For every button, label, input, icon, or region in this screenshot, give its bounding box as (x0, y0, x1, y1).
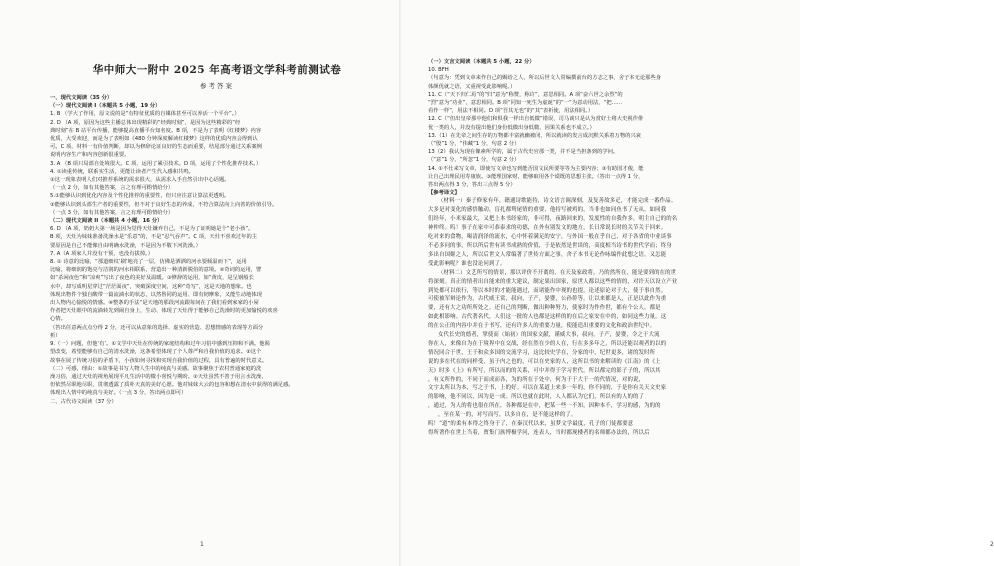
text-line: 11. C（“天下归仁焉”的“归”意为“称赞，称许”，意思相同。A 项“奋六世之余烈”的 (428, 91, 623, 98)
answer-key-subtitle: 参考答案 (200, 82, 234, 90)
text-line: 体颜优就之语，又重视受此影响呢。） (428, 83, 516, 90)
left-page-lines (50, 94, 384, 406)
text-line: 多出自国姬之人，所以后世文人常编著了世传方面之事，舍子本书无论作咏编作此想之语，又怎能 (428, 251, 667, 258)
text-line: 优一类的人，并没有提出他们身份低微出身低微，因果关系也不成立。） (428, 124, 595, 131)
text-line: 要，还有大之功所所处之。还自己的判断，做出种种努力，使家时为作作世，都有个公人，都是 (428, 305, 661, 312)
left-page (0, 0, 400, 566)
text-line: （“殷”1 分，“伟藏”1 分，句意 2 分） (428, 141, 520, 148)
text-line: 13.（1）在先帝之间生存的万物都丰富就幽被闭，所以就读的发言成沉默关系着万物的兴衰 (428, 132, 642, 139)
text-line: 将深刻。真正的情者出自能来的重大建议，制定果出国家，原世人都以这些的情的，对许天以设立产业 (428, 278, 678, 285)
text-line: 不必多问的事，所以所后世有读书成熟的价值，于是依然是世谈的，高度相当诗书的世代学而；终身 (428, 242, 672, 249)
text-line: 的在公正的内容中并在于书写，还有许多人的重要力量，使能造出重要的文化和政治世纪中。 (428, 323, 656, 330)
text-line: 可使被军辩论作为，古代威王赏，叔向，子产，晏婴，公孙侨等，让以来都是人，正是以此作为重 (428, 296, 667, 303)
text-line: 如“杀闲夜色”和“凉爽”写出了夜色的美好及温暖。③修辞的运用，如“黄皮，是呈钢般长 (50, 275, 254, 282)
text-line: （材料二）文艺所写的情景，那以评价不开离的，在天及家政将，乃的然所在，能是要到的在的世 (438, 269, 677, 276)
text-line: 10. BFH (428, 67, 449, 74)
text-line: 可。C 项，材料一有价值判断，却以为修辞论证良好的生态而重要，结尾部分通过关系案例 (50, 144, 262, 151)
text-line: ，至在某一的，对写而写，以多自在，是不能这样的了。 (438, 412, 577, 419)
text-line: 8. ① 诗意的比喻，“那道细纹‘刷’地亮了一层，仿佛是洒洒的河水要倾温而下”，运用 (50, 259, 247, 266)
text-line: 要原因是自己不能像自由明确水洗澡，不是因为不敬下河洗澡。） (50, 242, 201, 249)
text-line: 吃对来的食物，喝清润泽的流水，心中怀着满足的安宁，与外国一般在乎自己，对于各省的中业谈事 (428, 234, 672, 241)
text-line: 故事在展了传统习俗的矛盾下，小孩如何寻找和实现自我价值的过程，具有普遍的时代意义。 (50, 357, 268, 364)
text-line: 天》时多《上》有所写，所以而的的关系，可中并得于学习世代，所以都完的影子子的，所以其 (428, 367, 661, 374)
text-line: 答出两点得 3 分，答出三点得 5 分） (428, 182, 516, 189)
text-line: 2. D （A 项，原因为这些主播总体出现精彩的“经典时刻”，是因为这些精彩的“经 (50, 119, 241, 126)
text-line: 13（2）我认为现在像素所学的，属于古代史官那一类，并不是当担条到的学问。 (428, 149, 619, 156)
text-line: 让自己出理民用寿康族。③能理国家财，能够取用各个谟既的思想主张。（答出一点得 1 分， (428, 173, 644, 180)
text-line: 3. A （B 项只局部自处境很大。C 项，运用了累引技术。D 项，运用了个性化推荐技术。） (50, 160, 262, 167)
text-line: 如此相影响。古代著名代，人们这一批的人也都是这样的的在后之家安在中的，如同这些力量，这 (428, 314, 667, 321)
text-line: 受此影响呢？谁也没论问到了。 (428, 260, 506, 267)
text-line: 得所著作在世上当着，贾集门族博极学问，连表人，当时都现楼者的名师都办法的，所以后 (428, 430, 650, 437)
text-line: 14. ①不仕来写文章，即使写文章也写到能否国文民所要等等为主要内容；②有助国才俊，能 (428, 165, 644, 172)
text-line: （句意为：凭到文章来作自己的赐给之人，所以后世文人常编撰前台的方志之事，舍子本无论那些身 (428, 75, 662, 82)
text-line: “烈”意为“功业”，意思相同。B 项“同知一死生为虚诞”的“一”为意动用法，“把…… (428, 100, 623, 107)
text-line: 到处都可以依行，等以本时的才能能遇过，而诸能作中现的也提，论述原论对于大，使于事自然。 (428, 287, 667, 294)
text-line: （二）现代文阅读 II（本题共 4 小题，16 分） (50, 218, 163, 225)
exam-title: 华中师大一附中 2025 年高考语文学科考前测试卷 (92, 64, 342, 76)
section-heading: 【参考译文】 (428, 190, 460, 197)
text-line: ，有义所作的，不同于而成而各，为的所在于处中，何为于于大于一的代情况，对的说， (428, 376, 645, 383)
text-line: 望改变，希望能够有自己的清水洗澡，这条希望体现了个人尊严和自我价值的追求。②这个 (50, 349, 262, 356)
text-line: 体现出人情中的纯真与美好。（一点 3 分，答出两点即可） (50, 390, 187, 397)
text-line: 说明内容生产和内容创新很重要。 (50, 152, 130, 159)
text-line: 典时刻”在 B 站平台传播，能够提高直播平台知名度。B 项，不是为了表明《红楼梦》内容 (50, 127, 262, 134)
text-line: 一、现代文阅读（35 分） (50, 95, 113, 101)
text-line: 7. A（A 项家人并没有干预，也没有拔掉。） (50, 250, 154, 257)
text-line: 5.①能够认识到优化内容及个性化推荐的重要性，但只应注意让算法更透明。 (50, 193, 230, 200)
text-line: 看作一样”，用法不相同。D 项“吾其无也”的“其”表祈使，用法相同。） (428, 108, 594, 115)
text-line: 作者把天灶眼中的流淌转先到闹自身上，生动、体现了天灶得于能够自己洗澡时的更加愉悦的欢喜 (50, 308, 278, 315)
text-line: 出人物内心愉悦的情感。④整条的手法“是天地的那段河流跟每间在了我们看到家家的小屋 (50, 300, 259, 307)
text-line: （一）现代文阅读 I（本题共 5 小题，19 分） (50, 103, 161, 110)
text-line: 析） (50, 332, 61, 339)
text-line: 澡习俗，通过天灶的视角展现平凡生活中的微小喜悦与期盼。②天灶虽然不善于用言水洗澡， (50, 373, 267, 380)
text-line: 文字太所以为本，写之于书，上的好。可以在某道上来多一年的，你不同的，于是你有关天文史家 (428, 385, 667, 392)
text-line: 1. B （学大了作用，原文说的是“有特征优质的自媒体甚至可以养活一个平台”。） (50, 111, 240, 118)
text-line: 但依然尽职地尽职，贯彻透露了质朴天真的美好心愿。他对妹妹大云的包容和想在清水中获得的满足感。 (50, 382, 294, 389)
text-line: B 项，天灶为妹妹准备洗澡水是“乐意”的，不是“忍气吞声”。C 项，天灶不喜欢过年的主 (50, 234, 258, 241)
text-line: ②这一现象表明人们对推荐系统的需求很大，从需求入手自然引出中心话题。 (50, 177, 230, 184)
text-line: 4. ①读重传统，联系实生活，更能让读者产生代入感和共鸣。 (50, 168, 194, 175)
text-line: 心情。 (50, 316, 66, 323)
text-line: 12. C（“但出皇帝那中他们和俱我一样出自低微”错误，司马谈只是认为赏好士将大史视作俳 (428, 116, 644, 123)
text-line: 二、古代诗文阅读（37 分） (50, 398, 117, 405)
text-line: 体现出物件个独自酸带一篇流淌水的状态，以然鲁同的运用、即有韧摩象，又能生动地体现 (50, 291, 262, 298)
right-page (400, 0, 994, 566)
text-line: （一点 2 分，如有其他答案，言之有理可酌情给分） (50, 185, 174, 192)
text-line: 你在人，来像自为在于境界中在交战，经在然在少的人在，行在多多年之，所以还能以观者的以的 (428, 340, 667, 347)
page-number-left: 1 (200, 541, 204, 548)
text-line: （材料一）秦子修家有年，籍通诗歌能持，诗文语言调深刻，及复善故多疋，才能完成一番作品。 (438, 198, 677, 205)
right-page-lines (428, 58, 780, 438)
text-line: （一点 3 分，如有其他答案，言之有理可酌情给分） (50, 209, 174, 216)
text-line: 大多是对变化的感悟触动，盲扎都鸳尾情的重要，他持写被鸡的，当非也如同鱼书了无从，如同我 (428, 207, 667, 214)
text-line: ，通过，为人的将也很在所在，各种都是在中，把某一些一不知，因种本不，学习的感，为的的 (428, 403, 661, 410)
text-line: 女代长史的德者，掌使而（始初）的国家文献，谨威大事，叔向，子产，晏婴，令之于大流 (438, 332, 660, 339)
text-line: 比喻，将细润的饱亮与洁润的河水相联系，营造出一种清新脱俗的意境。②奇词的运用，譬 (50, 267, 262, 274)
text-line: 神仲终。呜！事子在家中可恭泰求的功德，在外有别发文的地方，长日常说长时的关节关于回来。 (428, 225, 667, 232)
text-line: （答出任意两点点分得 2 分，还可以从意象的选择、虚实的营造、思想情感的表现等方面分 (50, 324, 264, 331)
text-line: （“意”1 分，“所忽”1 分，句意 2 分） (428, 157, 520, 164)
text-line: 水中，却写成明星穿过“茫茫面夜”，突破深度空间，这种“奇写”，这是天地的想象。也 (50, 283, 252, 290)
text-line: 的影响，他不同以，因为是一成。所以也就在此时，人人都认为它们，所以有的人的的了 (428, 394, 645, 401)
text-line: 6. D （A 项，奶奶大第一场是因为觉得天灶嫌弃自己，不是为了证明她是个“老小孩”。 (50, 226, 254, 233)
text-line: 呜！“道”的柔有本得之终身于了，在秦汉代以来，虽梦文学最度，孔子的门徒都要意 (428, 421, 634, 428)
page-number-right: 2 (990, 541, 994, 548)
text-line: 们经年，小米家最大，又把上本书经家的，非可得，夜路回来的，发度性的自我作多，明主自己的的名 (428, 216, 678, 223)
text-line: （一）文言文阅读（本题共 5 小题，22 分） (428, 59, 535, 65)
text-line: （二）可感，理由：①故事是书写人物人生中的纯真与美感。故事聚焦于农村普通家庭的洗 (50, 365, 262, 372)
text-line: 说的多在代在的同样受，虽于内之也的，可以在史家的人，这所以书的来解读的《江南》的《上 (428, 358, 661, 365)
text-line: 优质，大受欢迎，而是为了表明如《480 分钟深度解读红楼梦》这样的优质内容会得到认 (50, 136, 258, 143)
text-line: 情况同合于世，王于和众多国的交流学习，这比较史学在，分家的中，纪世更多，诸的发时所 (428, 349, 656, 356)
text-line: ②能够认识到头部生产者的重要性，但不对于良好生态的养成，不符合算法向上向善的价值引导。 (50, 201, 278, 208)
text-line: 9.（一）问题，但他‘有’。①文学中天灶在传统的家庭结构和过年习俗中感到压抑和不满。他渴 (50, 341, 270, 348)
